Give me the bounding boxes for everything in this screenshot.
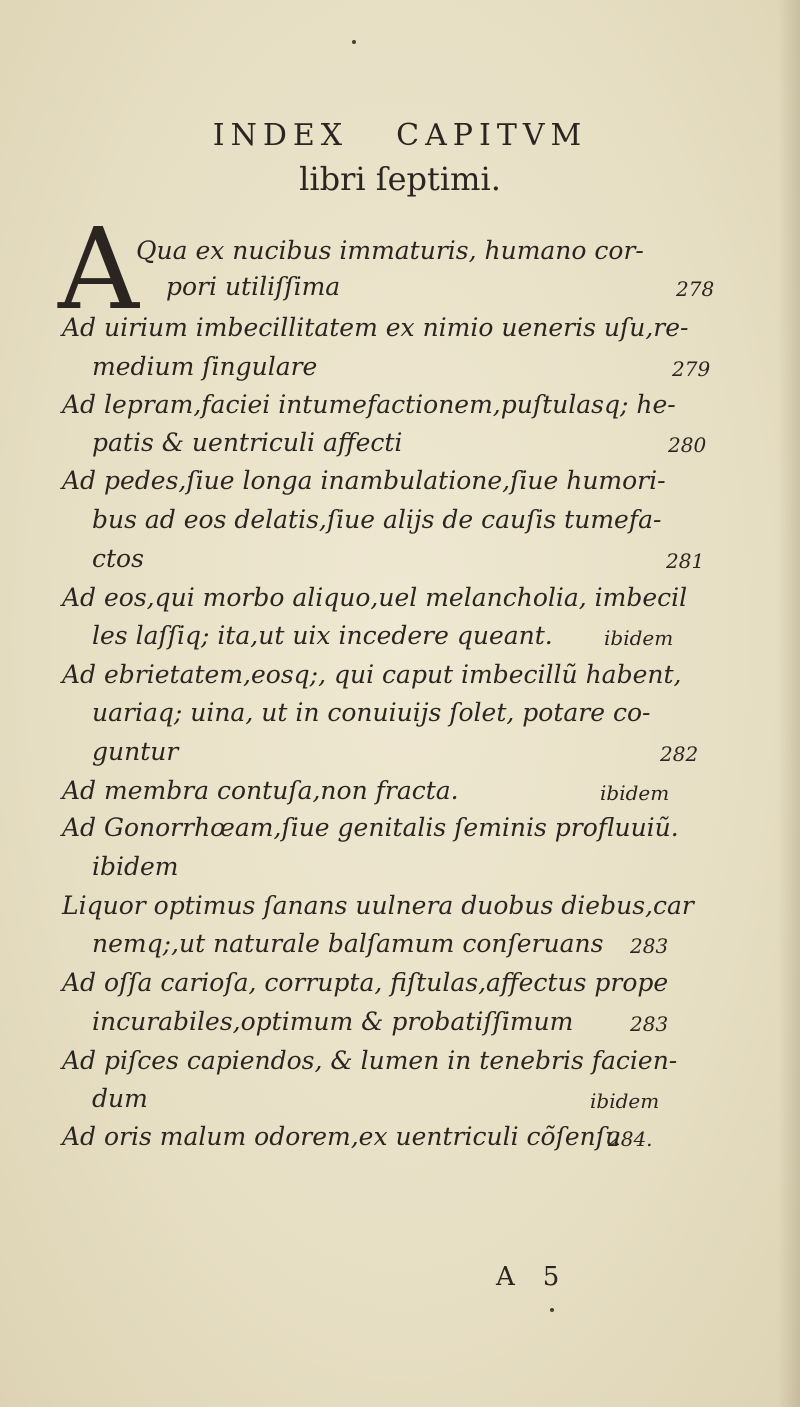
entry-page-number: 279 [672, 357, 711, 381]
ink-speck [352, 40, 356, 44]
entry-line: Ad Gonorrhœam,ſiue genitalis ſeminis profluuiũ. [62, 813, 679, 842]
entry-page-number: ibidem [590, 1089, 660, 1113]
heading-word-index: INDEX [212, 118, 349, 153]
entry-page-number: 280 [668, 433, 707, 457]
entry-page-number: 283 [630, 1012, 669, 1036]
entry-line: Liquor optimus ſanans uulnera duobus diebus,car [62, 891, 694, 920]
entry-line: uariaq; uina, ut in conuiuijs ſolet, potare co- [92, 698, 651, 727]
entry-line: bus ad eos delatis,ſiue alijs de cauſis tumefa- [92, 505, 662, 534]
entry-line: les laſſiq; ita,ut uix incedere queant. [92, 621, 553, 650]
entry-line: patis & uentriculi affecti [92, 428, 403, 457]
entry-line: Ad pedes,ſiue longa inambulatione,ſiue humori- [62, 466, 666, 495]
entry-line: Ad oſſa carioſa, corrupta, fiſtulas,affectus prope [62, 968, 669, 997]
entry-line: pori utiliſſima [166, 272, 341, 301]
entry-line: Ad membra contuſa,non fracta. [62, 776, 459, 805]
entry-line: Ad lepram,faciei intumefactionem,puſtulasq; he- [62, 390, 676, 419]
signature-number: 5 [542, 1262, 588, 1292]
entry-line: incurabiles,optimum & probatiſſimum [92, 1007, 574, 1036]
entry-line: Qua ex nucibus immaturis, humano cor- [136, 236, 644, 265]
entry-page-number: ibidem [600, 781, 670, 805]
signature-letter: A [496, 1262, 543, 1292]
drop-cap: A [58, 205, 139, 335]
entry-line: Ad oris malum odorem,ex uentriculi cõſenſu [62, 1122, 622, 1151]
ink-speck [550, 1308, 554, 1312]
entry-page-number: 278 [676, 277, 715, 301]
entry-line: Ad uirium imbecillitatem ex nimio ueneris uſu,re- [62, 313, 689, 342]
entry-line: nemq;,ut naturale balſamum conſeruans [92, 929, 604, 958]
entry-page-number: ibidem [604, 626, 674, 650]
entry-line: guntur [92, 737, 179, 766]
entry-line: Ad piſces capiendos, & lumen in tenebris facien- [62, 1046, 678, 1075]
entry-page-number: 284. [608, 1127, 653, 1151]
signature-mark [496, 1262, 587, 1292]
entry-line: Ad ebrietatem,eosq;, qui caput imbecillũ habent, [62, 660, 682, 689]
index-subheading: libri ſeptimi. [299, 160, 501, 198]
entry-page-number: 283 [630, 934, 669, 958]
entry-line: ibidem [92, 852, 179, 881]
entry-line: medium ſingulare [92, 352, 318, 381]
heading-word-capitum: CAPITVM [396, 118, 588, 153]
entry-page-number: 281 [666, 549, 705, 573]
entry-line: Ad eos,qui morbo aliquo,uel melancholia, imbecil [62, 583, 688, 612]
entry-line: ctos [92, 544, 144, 573]
entry-page-number: 282 [660, 742, 699, 766]
entry-line: dum [92, 1084, 148, 1113]
